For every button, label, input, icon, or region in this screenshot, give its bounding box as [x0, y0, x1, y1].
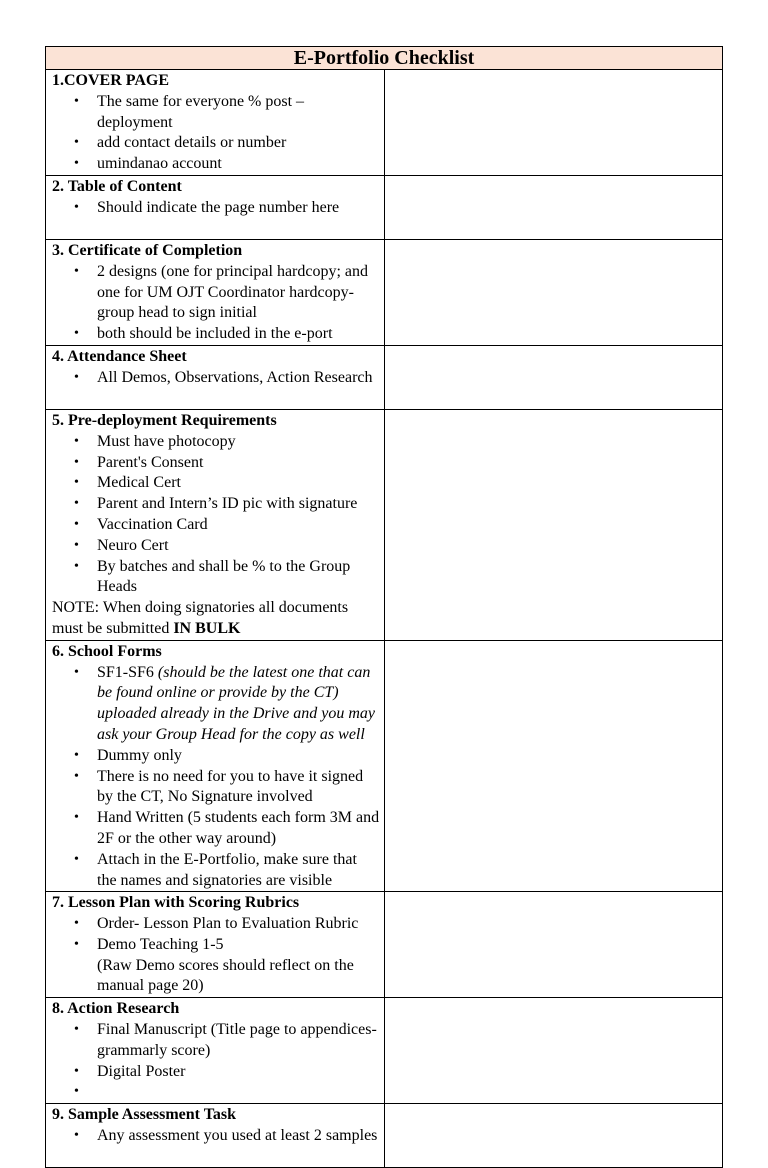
list-item: • Demo Teaching 1-5	[97, 935, 380, 956]
item-list	[52, 198, 380, 219]
list-item: • Dummy only	[97, 746, 380, 767]
section-content	[46, 1104, 385, 1168]
list-item: • Order- Lesson Plan to Evaluation Rubric	[97, 914, 380, 935]
section-content	[46, 409, 385, 640]
checklist-row-pre-deployment	[46, 409, 723, 640]
list-item: • Parent's Consent	[97, 453, 380, 474]
checkbox-cell[interactable]	[384, 70, 723, 176]
checkbox-cell[interactable]	[384, 998, 723, 1104]
section-content	[46, 239, 385, 345]
sf-prefix: SF1-SF6	[97, 663, 158, 681]
item-list	[52, 92, 380, 175]
section-heading: 8. Action Research	[52, 1000, 180, 1018]
section-heading: 9. Sample Assessment Task	[52, 1106, 237, 1124]
checklist-title: E-Portfolio Checklist	[46, 47, 723, 70]
item-list	[52, 1126, 380, 1147]
list-item: • Attach in the E-Portfolio, make sure that the names and signatories are visible	[97, 850, 380, 892]
item-list	[52, 914, 380, 956]
list-item: • Must have photocopy	[97, 432, 380, 453]
list-item: • Hand Written (5 students each form 3M and 2F or the other way around)	[97, 808, 380, 850]
list-item: • By batches and shall be % to the Group Heads	[97, 557, 380, 599]
checkbox-cell[interactable]	[384, 409, 723, 640]
checklist-row-lesson-plan	[46, 892, 723, 998]
list-item: • Digital Poster	[97, 1062, 380, 1083]
section-content	[46, 892, 385, 998]
note-bold: IN BULK	[173, 619, 241, 637]
item-list	[52, 663, 380, 892]
list-item: • All Demos, Observations, Action Research	[97, 368, 380, 389]
checklist-row-cover-page	[46, 70, 723, 176]
section-heading: 3. Certificate of Completion	[52, 241, 243, 259]
checklist-table	[45, 46, 723, 1168]
checkbox-cell[interactable]	[384, 1104, 723, 1168]
list-item: • Any assessment you used at least 2 samples	[97, 1126, 380, 1147]
list-item: • The same for everyone % post –deployment	[97, 92, 380, 134]
item-list	[52, 368, 380, 389]
list-item: • Vaccination Card	[97, 515, 380, 536]
section-heading: 1.COVER PAGE	[52, 72, 170, 89]
checklist-row-assessment-task	[46, 1104, 723, 1168]
item-list	[52, 432, 380, 598]
section-heading: 4. Attendance Sheet	[52, 347, 187, 365]
checklist-row-action-research	[46, 998, 723, 1104]
item-list	[52, 262, 380, 345]
continuation-text: (Raw Demo scores should reflect on the manual page 20)	[97, 956, 354, 995]
note-prefix: NOTE: When doing signatories all documents must be submitted	[52, 599, 349, 637]
title-row	[46, 47, 723, 70]
list-item: • Should indicate the page number here	[97, 198, 380, 219]
checkbox-cell[interactable]	[384, 239, 723, 345]
list-item: • There is no need for you to have it signed by the CT, No Signature involved	[97, 767, 380, 809]
sf-italic-note: (should be the latest one that can be found online or provide by the CT) uploaded already in the Drive and you may ask your Group Head for the copy as well	[97, 663, 376, 743]
section-heading: 5. Pre-deployment Requirements	[52, 411, 277, 429]
list-item: • add contact details or number	[97, 133, 380, 154]
checkbox-cell[interactable]	[384, 640, 723, 892]
section-heading: 6. School Forms	[52, 642, 162, 660]
section-heading: 7. Lesson Plan with Scoring Rubrics	[52, 894, 300, 912]
list-item: • Parent and Intern’s ID pic with signature	[97, 494, 380, 515]
section-heading: 2. Table of Content	[52, 177, 182, 195]
checklist-row-attendance-sheet	[46, 345, 723, 409]
checkbox-cell[interactable]	[384, 892, 723, 998]
list-item: • umindanao account	[97, 154, 380, 175]
list-item: • both should be included in the e-port	[97, 324, 380, 345]
checklist-row-certificate	[46, 239, 723, 345]
section-content	[46, 345, 385, 409]
section-content	[46, 998, 385, 1104]
list-item: • Final Manuscript (Title page to appendices- grammarly score)	[97, 1020, 380, 1062]
list-item: • 2 designs (one for principal hardcopy; and one for UM OJT Coordinator hardcopy- group head to sign initial	[97, 262, 380, 324]
checklist-row-table-of-content	[46, 175, 723, 239]
list-item: • Neuro Cert	[97, 536, 380, 557]
checkbox-cell[interactable]	[384, 345, 723, 409]
item-list	[52, 1020, 380, 1103]
list-item: • Medical Cert	[97, 473, 380, 494]
section-content	[46, 70, 385, 176]
list-item	[97, 1082, 380, 1103]
list-item	[97, 663, 380, 746]
note-text	[52, 598, 380, 640]
section-content	[46, 175, 385, 239]
checklist-row-school-forms	[46, 640, 723, 892]
checkbox-cell[interactable]	[384, 175, 723, 239]
section-content	[46, 640, 385, 892]
